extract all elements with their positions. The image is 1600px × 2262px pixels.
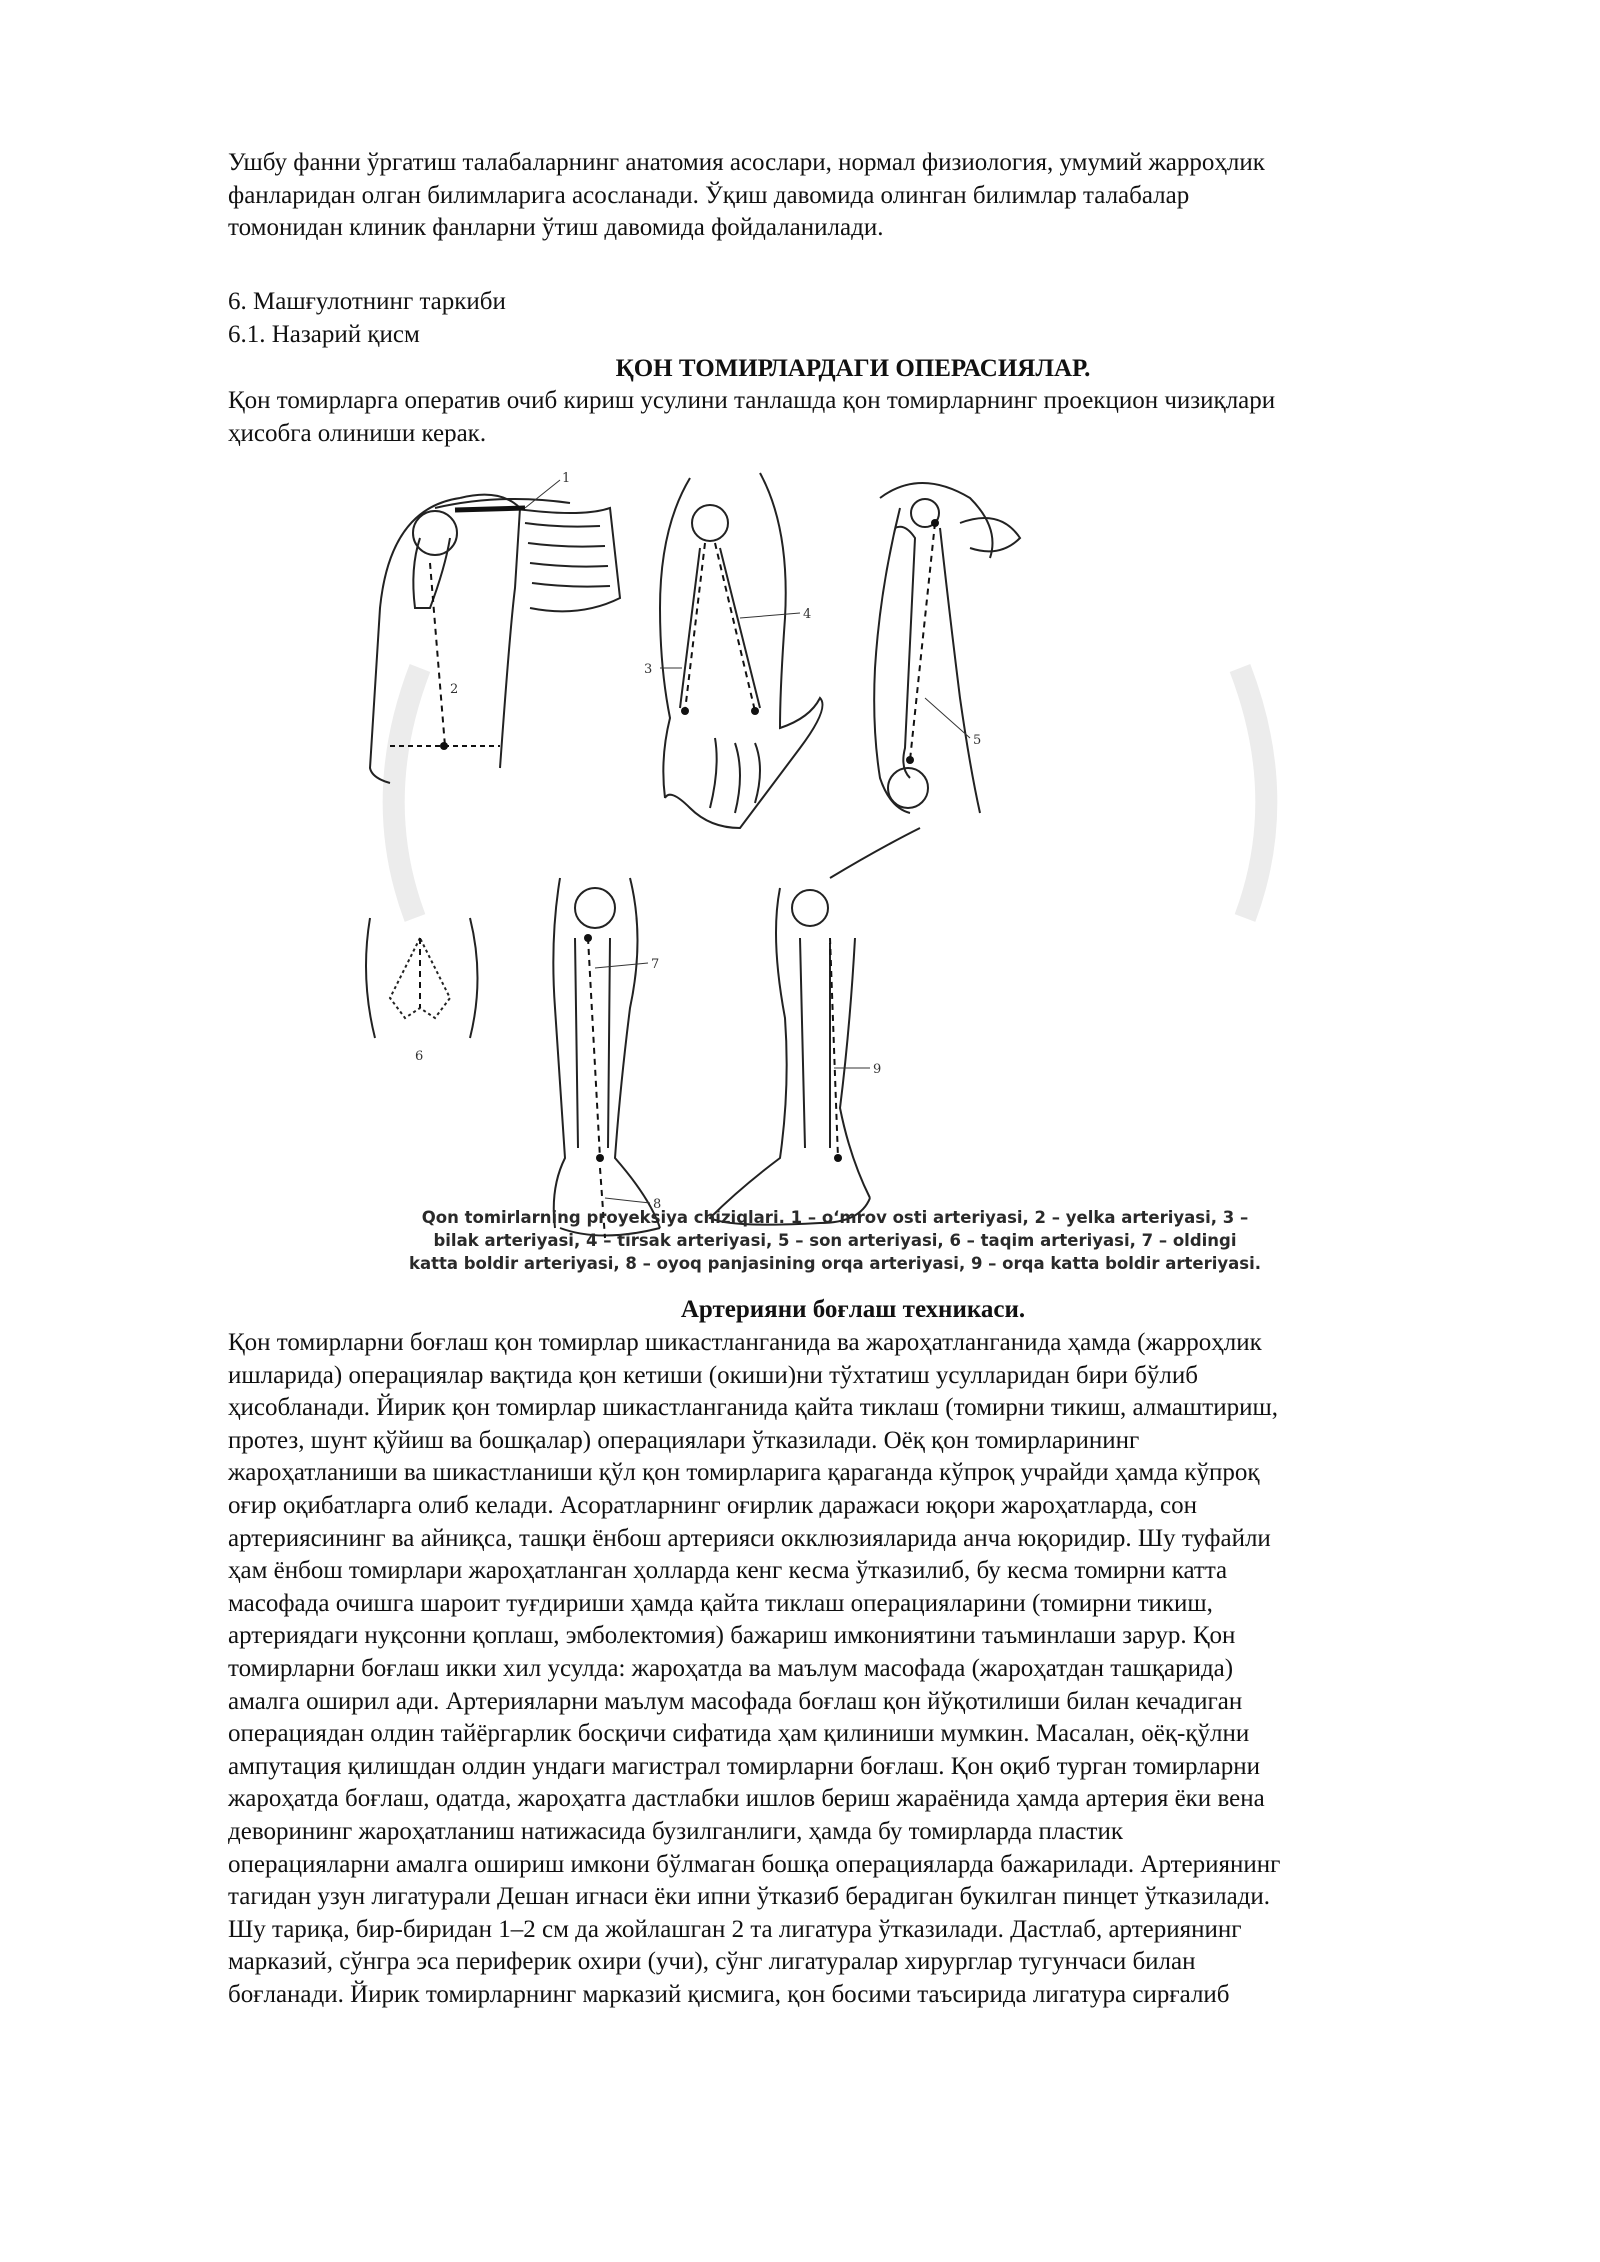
femoral-dot-bottom <box>906 756 914 764</box>
paragraph-line: ҳисобланади. Йирик қон томирлар шикастланганида қайта тиклаш (томирни тикиш, алмаштириш, <box>228 1394 1278 1422</box>
knee-drawing <box>366 918 478 1038</box>
label-number: 5 <box>973 733 982 748</box>
dorsalis-pedis-line <box>600 1168 605 1238</box>
elbow-dot <box>440 742 448 750</box>
intro-line: томонидан клиник фанларни ўтиш давомида фойдаланилади. <box>228 214 884 242</box>
section-heading: ҚОН ТОМИРЛАРДАГИ ОПЕРАСИЯЛАР. <box>615 355 1091 382</box>
paragraph-line: ҳисобга олиниши керак. <box>228 419 487 447</box>
intro-paragraph <box>228 147 1478 245</box>
paragraph-line: оғир оқибатларга олиб келади. Асоратларнинг оғирлик даражаси юқори жароҳатларда, сон <box>228 1491 1197 1519</box>
label-number: 8 <box>653 1197 662 1212</box>
paragraph-line: Шу тариқа, бир-биридан 1–2 см да жойлашган 2 та лигатура ўтказилади. Дастлаб, артериянинг <box>228 1915 1242 1943</box>
subsection-heading: Артерияни боғлаш техникаси. <box>680 1296 1026 1323</box>
figure-caption-line: Qon tomirlarning proyeksiya chiziqlari. 1 – o‘mrov osti arteriyasi, 2 – yelka arteriyasi, 3 – <box>421 1208 1249 1227</box>
tibial-dot <box>584 934 592 942</box>
anatomy-illustration <box>360 468 1310 1288</box>
intro-line: фанларидан олган билимларига асосланади. Ўқиш давомида олинган билимлар талабалар <box>228 181 1190 209</box>
intro-line: Ушбу фанни ўргатиш талабаларнинг анатомия асослари, нормал физиология, умумий жарроҳлик <box>228 149 1265 176</box>
ankle-dot <box>596 1154 604 1162</box>
projection-paragraph <box>228 385 1478 450</box>
label-number: 1 <box>562 471 571 486</box>
paragraph-line: жароҳатланиши ва шикастланиши қўл қон томирларига қараганда кўпроқ учрайди ҳамда кўпроқ <box>228 1459 1260 1487</box>
paragraph-line: ампутация қилишдан олдин ундаги магистрал томирларни боғлаш. Қон оқиб турган томирларни <box>228 1752 1260 1780</box>
paragraph-line: операцияларни амалга ошириш имкони бўлмаган бошқа операцияларда бажарилади. Артериянинг <box>228 1850 1281 1878</box>
label-number: 7 <box>651 957 660 972</box>
label-number: 2 <box>450 682 459 697</box>
paragraph-line: ишларида) операциялар вақтида қон кетиши (окиши)ни тўхтатиш усулларидан бири бўлиб <box>228 1361 1198 1389</box>
label-number: 9 <box>873 1062 882 1077</box>
subclavian-artery-line <box>455 508 525 510</box>
projection-lines-figure <box>360 468 1310 1288</box>
malleolus-dot <box>834 1154 842 1162</box>
paragraph-line: жароҳатда боғлаш, одатда, жароҳатга дастлабки ишлов бериш жараёнида ҳамда артерия ёки вена <box>228 1785 1265 1813</box>
ligation-paragraph <box>228 1327 1478 2011</box>
ulnar-artery-line <box>715 543 755 711</box>
paragraph-line: Қон томирларга оператив очиб кириш усулини танлашда қон томирларнинг проекцион чизиқлари <box>228 387 1276 414</box>
femoral-dot-top <box>931 519 939 527</box>
label-leader <box>740 613 800 618</box>
section-list <box>228 286 1478 351</box>
front-leg-drawing <box>553 878 660 1236</box>
brachial-artery-line <box>430 563 445 746</box>
paragraph-line: ҳам ёнбош томирлари жароҳатланган ҳолларда кенг кесма ўтказилиб, бу кесма томирни катта <box>228 1557 1228 1585</box>
paragraph-line: боғланади. Йирик томирларнинг марказий қисмига, қон босими таъсирида лигатура сирғалиб <box>228 1980 1230 2008</box>
paragraph-line: операциядан олдин тайёргарлик босқичи сифатида ҳам қилиниши мумкин. Масалан, оёқ-қўлни <box>228 1720 1250 1748</box>
figure-caption-line: katta boldir arteriyasi, 8 – oyoq panjasining orqa arteriyasi, 9 – orqa katta boldir arteriyasi. <box>408 1254 1262 1273</box>
section-6: 6. Машғулотнинг таркиби <box>228 288 506 315</box>
section-6-1: 6.1. Назарий қисм <box>228 320 420 348</box>
thigh-drawing <box>874 483 1020 813</box>
radial-artery-line <box>685 543 705 711</box>
paragraph-line: марказий, сўнгра эса периферик охири (учи), сўнг лигатуралар хирурглар тугунчаси билан <box>228 1948 1196 1976</box>
label-leader <box>595 963 648 968</box>
label-leader <box>525 480 560 508</box>
side-leg-drawing <box>710 828 920 1225</box>
label-number: 3 <box>644 662 653 677</box>
paragraph-line: тагидан узун лигатурали Дешан игнаси ёки ипни ўтказиб берадиган букилган пинцет ўтказилади. <box>228 1883 1271 1911</box>
paragraph-line: масофада очишга шароит туғдириши ҳамда қайта тиклаш операцияларини (томирни тикиш, <box>228 1589 1213 1617</box>
label-leader <box>605 1198 650 1203</box>
label-number: 6 <box>415 1049 424 1064</box>
wrist-dot-left <box>681 707 689 715</box>
paragraph-line: артериясининг ва айниқса, ташқи ёнбош артерияси окклюзияларида анча юқоридир. Шу туфайли <box>228 1524 1271 1552</box>
paragraph-line: артериядаги нуқсонни қоплаш, эмболектомия) бажариш имкониятини таъминлаши зарур. Қон <box>228 1622 1236 1650</box>
wrist-dot-right <box>751 707 759 715</box>
watermark-arc-right <box>1240 668 1266 918</box>
paragraph-line: деворининг жароҳатланиш натижасида бузилганлиги, ҳамда бу томирларда пластик <box>228 1817 1123 1845</box>
figure-caption-line: bilak arteriyasi, 4 – tirsak arteriyasi, 5 – son arteriyasi, 6 – taqim arteriyasi, 7 – oldingi <box>433 1231 1237 1250</box>
paragraph-line: томирларни боғлаш икки хил усулда: жароҳатда ва маълум масофада (жароҳатдан ташқарида) <box>228 1654 1234 1682</box>
label-number: 4 <box>803 607 812 622</box>
paragraph-line: амалга оширил ади. Артерияларни маълум масофада боғлаш қон йўқотилиши билан кечадиган <box>228 1687 1243 1715</box>
paragraph-line: Қон томирларни боғлаш қон томирлар шикастланганида ва жароҳатланганида ҳамда (жарроҳлик <box>228 1329 1262 1356</box>
anterior-tibial-line <box>588 938 600 1158</box>
watermark-arc-left <box>394 668 420 918</box>
posterior-tibial-line <box>830 938 838 1158</box>
paragraph-line: протез, шунт қўйиш ва бошқалар) операциялари ўтказилади. Оёқ қон томирларининг <box>228 1426 1140 1454</box>
